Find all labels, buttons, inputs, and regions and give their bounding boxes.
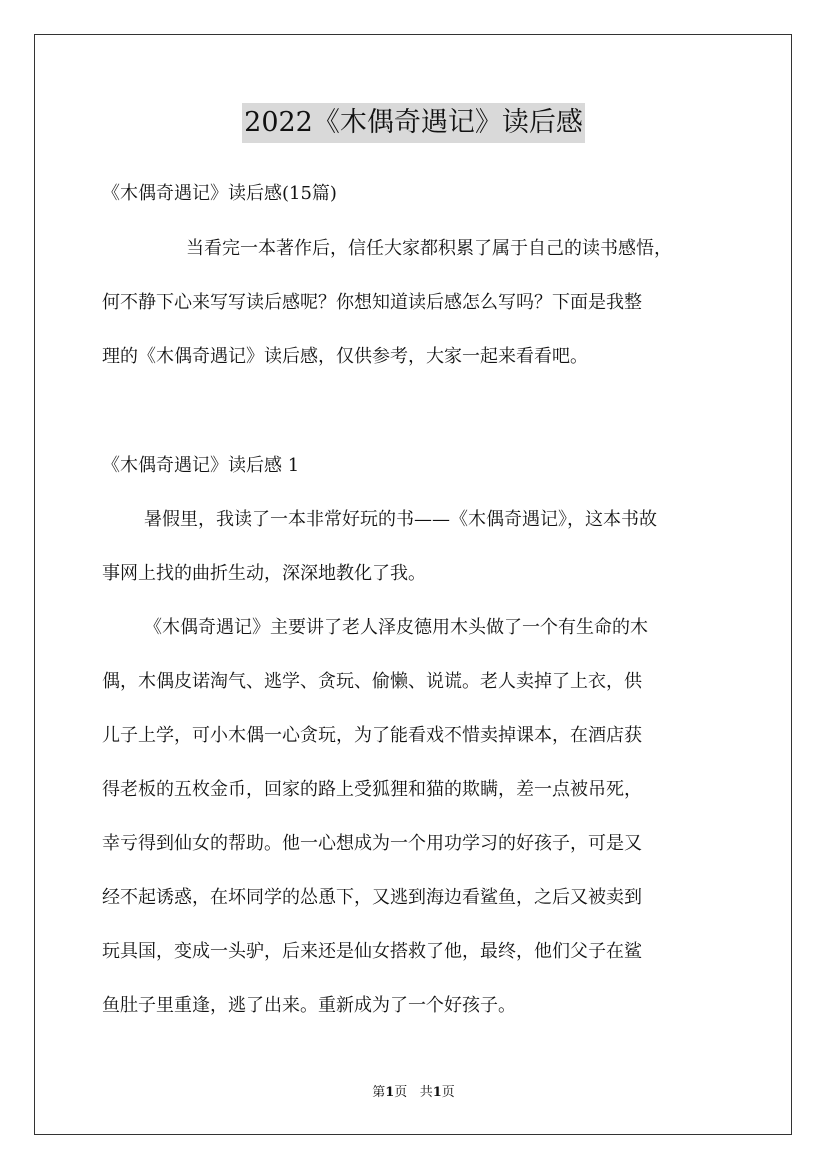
page-number (372, 1085, 407, 1100)
paragraph-line: 幸亏得到仙女的帮助。他一心想成为一个用功学习的好孩子，可是又 (102, 833, 642, 854)
current-page: 1 (385, 1085, 395, 1100)
paragraph-line: 经不起诱惑，在坏同学的怂恿下，又逃到海边看鲨鱼，之后又被卖到 (102, 887, 642, 908)
paragraph-line: 偶，木偶皮诺淘气、逃学、贪玩、偷懒、说谎。老人卖掉了上衣，供 (102, 671, 642, 692)
page-total (420, 1085, 455, 1100)
page-prefix: 第 (372, 1085, 386, 1100)
page-suffix: 页 (394, 1085, 408, 1100)
paragraph-line: 《木偶奇遇记》主要讲了老人泽皮德用木头做了一个有生命的木 (144, 617, 648, 638)
total-suffix: 页 (441, 1085, 455, 1100)
document-title (0, 101, 827, 143)
total-pages: 1 (432, 1085, 442, 1100)
paragraph-line: 暑假里，我读了一本非常好玩的书——《木偶奇遇记》，这本书故 (144, 509, 657, 530)
page-footer (0, 1084, 827, 1102)
total-prefix: 共 (419, 1085, 433, 1100)
paragraph-line: 玩具国，变成一头驴，后来还是仙女搭救了他，最终，他们父子在鲨 (102, 941, 642, 962)
intro-line: 理的《木偶奇遇记》读后感，仅供参考，大家一起来看看吧。 (102, 346, 588, 367)
document-subtitle: 《木偶奇遇记》读后感(15篇) (102, 183, 337, 204)
intro-line: 何不静下心来写写读后感呢？你想知道读后感怎么写吗？下面是我整 (102, 292, 642, 313)
paragraph-line: 得老板的五枚金币，回家的路上受狐狸和猫的欺瞒，差一点被吊死， (102, 779, 642, 800)
document-title-text: 2022《木偶奇遇记》读后感 (242, 103, 585, 143)
paragraph-line: 鱼肚子里重逢，逃了出来。重新成为了一个好孩子。 (102, 995, 516, 1016)
paragraph-line: 儿子上学，可小木偶一心贪玩，为了能看戏不惜卖掉课本，在酒店获 (102, 725, 642, 746)
paragraph-line: 事网上找的曲折生动，深深地教化了我。 (102, 563, 426, 584)
section-heading: 《木偶奇遇记》读后感 1 (102, 455, 300, 476)
intro-line: 当看完一本著作后，信任大家都积累了属于自己的读书感悟， (186, 238, 672, 259)
